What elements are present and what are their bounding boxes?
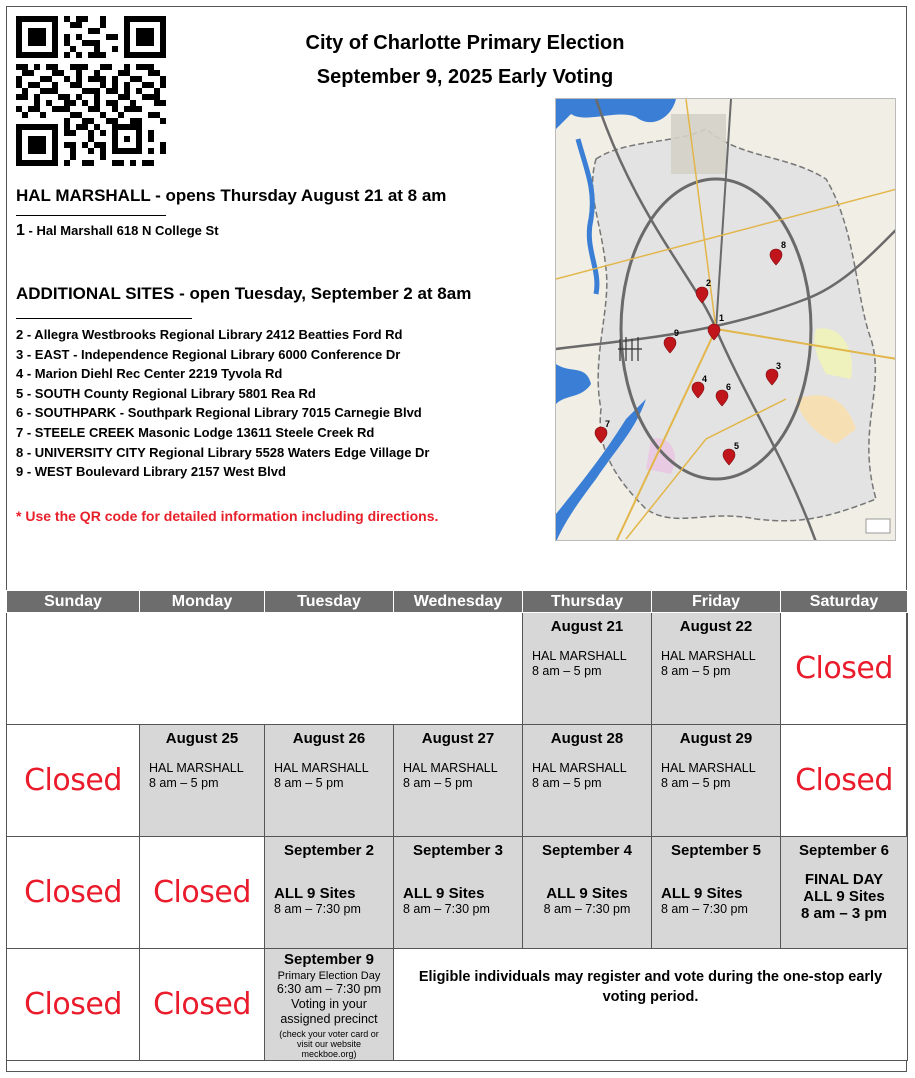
site-item-8: 8 - UNIVERSITY CITY Regional Library 5528 Waters Edge Village Dr bbox=[16, 444, 430, 460]
hours-label: 8 am – 5 pm bbox=[532, 664, 602, 678]
map-label-8: 8 bbox=[781, 240, 787, 250]
closed-label: Closed bbox=[24, 875, 122, 910]
day-cell-aug-30 bbox=[781, 725, 908, 837]
closed-label: Closed bbox=[795, 763, 893, 798]
hours-label: 8 am – 7:30 pm bbox=[543, 902, 631, 916]
date-label: September 5 bbox=[670, 842, 762, 859]
map-label-6: 6 bbox=[726, 382, 732, 392]
qr-note: * Use the QR code for detailed information including directions. bbox=[16, 508, 439, 524]
hours-label: 8 am – 3 pm bbox=[801, 905, 887, 922]
all-sites-label: ALL 9 Sites bbox=[403, 885, 485, 902]
site-label: HAL MARSHALL bbox=[274, 761, 369, 775]
all-sites-label: ALL 9 Sites bbox=[661, 885, 743, 902]
day-cell-aug-24 bbox=[7, 725, 140, 837]
site-item-4: 4 - Marion Diehl Rec Center 2219 Tyvola Rd bbox=[16, 366, 283, 382]
day-cell-sep-3 bbox=[394, 837, 523, 949]
site-item-7: 7 - STEELE CREEK Masonic Lodge 13611 Steele Creek Rd bbox=[16, 424, 375, 440]
map-label-7: 7 bbox=[605, 419, 611, 429]
closed-label: Closed bbox=[153, 875, 251, 910]
final-day-label: FINAL DAY bbox=[804, 871, 884, 888]
precinct-line-2: assigned precinct bbox=[280, 1012, 378, 1026]
empty-cell bbox=[7, 613, 523, 725]
day-cell-aug-31 bbox=[7, 837, 140, 949]
closed-label: Closed bbox=[153, 987, 251, 1022]
site-label: HAL MARSHALL bbox=[661, 761, 756, 775]
hours-label: 8 am – 7:30 pm bbox=[661, 902, 748, 916]
day-header-tuesday: Tuesday bbox=[265, 591, 394, 613]
title-line-1: City of Charlotte Primary Election bbox=[305, 32, 625, 54]
hal-divider bbox=[16, 215, 166, 216]
hours-label: 8 am – 5 pm bbox=[149, 776, 219, 790]
day-header-sunday: Sunday bbox=[7, 591, 140, 613]
closed-label: Closed bbox=[24, 763, 122, 798]
calendar-week-2 bbox=[7, 725, 908, 837]
day-cell-sep-2 bbox=[265, 837, 394, 949]
map-label-3: 3 bbox=[776, 361, 782, 371]
voting-sites-map[interactable] bbox=[555, 98, 896, 541]
all-sites-label: ALL 9 Sites bbox=[274, 885, 356, 902]
site-1-line bbox=[16, 222, 219, 240]
date-label: September 4 bbox=[541, 842, 633, 859]
day-cell-aug-29 bbox=[652, 725, 781, 837]
closed-label: Closed bbox=[24, 987, 122, 1022]
calendar-week-1 bbox=[7, 613, 908, 725]
qr-code[interactable] bbox=[16, 16, 166, 166]
site-item-6: 6 - SOUTHPARK - Southpark Regional Library 7015 Carnegie Blvd bbox=[16, 405, 422, 421]
site-label: HAL MARSHALL bbox=[149, 761, 244, 775]
day-header-friday: Friday bbox=[652, 591, 781, 613]
hours-label: 8 am – 5 pm bbox=[661, 664, 731, 678]
additional-sites-list bbox=[16, 325, 430, 482]
precinct-line-1: Voting in your bbox=[291, 997, 367, 1011]
site-item-5: 5 - SOUTH County Regional Library 5801 Rea Rd bbox=[16, 385, 316, 401]
date-label: September 3 bbox=[412, 842, 504, 859]
site-1-number: 1 bbox=[16, 222, 25, 239]
day-cell-aug-22 bbox=[652, 613, 781, 725]
site-item-2: 2 - Allegra Westbrooks Regional Library 2412 Beatties Ford Rd bbox=[16, 327, 403, 342]
date-label: August 29 bbox=[679, 730, 753, 747]
closed-label: Closed bbox=[795, 651, 893, 686]
title-line-2: September 9, 2025 Early Voting bbox=[316, 66, 614, 88]
additional-divider bbox=[16, 318, 192, 319]
day-cell-sep-1 bbox=[140, 837, 265, 949]
day-cell-sep-5 bbox=[652, 837, 781, 949]
day-header-saturday: Saturday bbox=[781, 591, 908, 613]
date-label: August 27 bbox=[421, 730, 495, 747]
map-scale-icon bbox=[866, 519, 890, 533]
date-label: September 6 bbox=[798, 842, 890, 859]
all-sites-label: ALL 9 Sites bbox=[546, 885, 628, 902]
day-cell-sep-9 bbox=[265, 949, 394, 1061]
hours-label: 8 am – 7:30 pm bbox=[274, 902, 361, 916]
day-cell-aug-26 bbox=[265, 725, 394, 837]
day-cell-aug-28 bbox=[523, 725, 652, 837]
day-cell-sep-8 bbox=[140, 949, 265, 1061]
date-label: August 22 bbox=[679, 618, 753, 635]
hours-label: 8 am – 5 pm bbox=[661, 776, 731, 790]
map-label-5: 5 bbox=[734, 441, 740, 451]
site-label: HAL MARSHALL bbox=[532, 649, 627, 663]
map-label-2: 2 bbox=[706, 278, 712, 288]
site-item-9: 9 - WEST Boulevard Library 2157 West Blvd bbox=[16, 464, 286, 480]
hours-label: 8 am – 5 pm bbox=[403, 776, 473, 790]
website-link[interactable]: meckboe.org) bbox=[301, 1049, 357, 1059]
day-cell-aug-21 bbox=[523, 613, 652, 725]
eligibility-note: Eligible individuals may register and vote during the one-stop early voting period. bbox=[418, 969, 883, 1005]
map-label-9: 9 bbox=[674, 328, 680, 338]
day-cell-aug-25 bbox=[140, 725, 265, 837]
date-label: August 21 bbox=[550, 618, 624, 635]
site-item-3: 3 - EAST - Independence Regional Library 6000 Conference Dr bbox=[16, 346, 401, 362]
hal-marshall-heading: HAL MARSHALL - opens Thursday August 21 at 8 am bbox=[16, 186, 447, 205]
site-label: HAL MARSHALL bbox=[403, 761, 498, 775]
all-sites-label: ALL 9 Sites bbox=[803, 888, 885, 905]
date-label: September 9 bbox=[283, 951, 375, 968]
voter-card-note-2: visit our website bbox=[296, 1039, 362, 1049]
day-cell-sep-6 bbox=[781, 837, 908, 949]
date-label: August 26 bbox=[292, 730, 366, 747]
additional-sites-heading: ADDITIONAL SITES - open Tuesday, September 2 at 8am bbox=[16, 284, 472, 303]
site-label: HAL MARSHALL bbox=[661, 649, 756, 663]
date-label: August 25 bbox=[165, 730, 239, 747]
site-1-text: - Hal Marshall 618 N College St bbox=[24, 223, 219, 238]
day-header-thursday: Thursday bbox=[523, 591, 652, 613]
date-label: August 28 bbox=[550, 730, 624, 747]
calendar-header-row bbox=[7, 591, 908, 613]
day-cell-aug-23 bbox=[781, 613, 908, 725]
eligibility-note-cell bbox=[394, 949, 908, 1061]
election-hours-label: 6:30 am – 7:30 pm bbox=[276, 982, 382, 996]
day-header-wednesday: Wednesday bbox=[394, 591, 523, 613]
site-label: HAL MARSHALL bbox=[532, 761, 627, 775]
map-label-4: 4 bbox=[702, 374, 708, 384]
hours-label: 8 am – 5 pm bbox=[532, 776, 602, 790]
map-label-1: 1 bbox=[719, 313, 725, 323]
election-day-label: Primary Election Day bbox=[277, 970, 381, 982]
hours-label: 8 am – 7:30 pm bbox=[403, 902, 490, 916]
date-label: September 2 bbox=[283, 842, 375, 859]
calendar-week-4 bbox=[7, 949, 908, 1061]
voter-card-note-1: (check your voter card or bbox=[279, 1029, 379, 1039]
day-cell-sep-7 bbox=[7, 949, 140, 1061]
day-cell-aug-27 bbox=[394, 725, 523, 837]
day-cell-sep-4 bbox=[523, 837, 652, 949]
map-graphic bbox=[556, 99, 896, 541]
page-title bbox=[240, 26, 690, 94]
hours-label: 8 am – 5 pm bbox=[274, 776, 344, 790]
calendar-week-3 bbox=[7, 837, 908, 949]
early-voting-calendar bbox=[6, 590, 908, 1061]
day-header-monday: Monday bbox=[140, 591, 265, 613]
